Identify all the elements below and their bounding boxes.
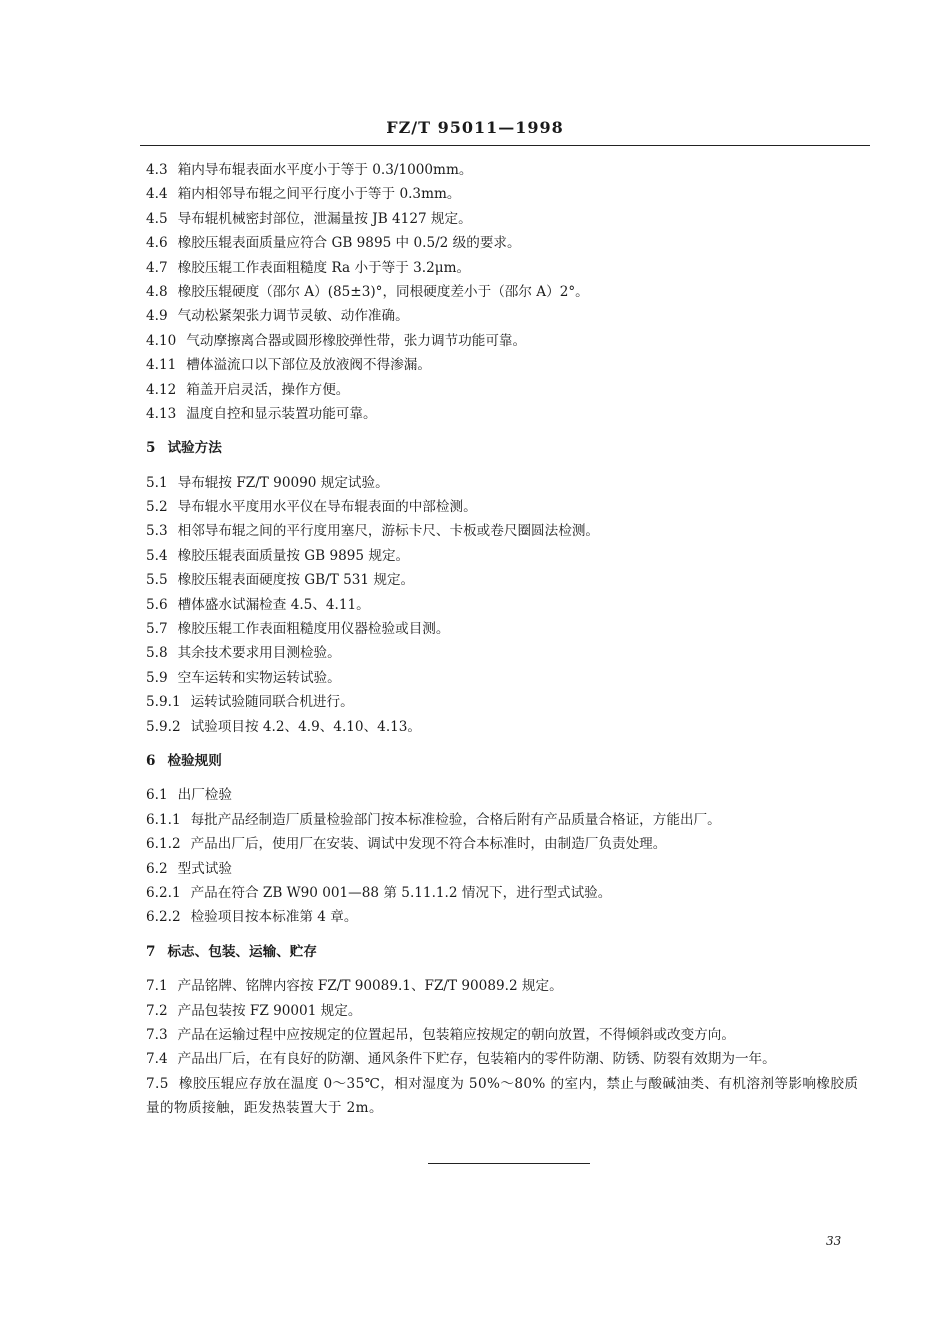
clause-item [146, 182, 872, 206]
clause-item [146, 905, 872, 929]
clause-text: 橡胶压辊应存放在温度 0～35℃，相对湿度为 50%～80% 的室内，禁止与酸碱油类、有机溶剂等影响橡胶质量的物质接触，距发热装置大于 2m。 [146, 1075, 859, 1117]
clause-text: 气动松紧架张力调节灵敏、动作准确。 [177, 308, 409, 325]
clause-text: 橡胶压辊工作表面粗糙度用仪器检验或目测。 [177, 621, 450, 638]
section-heading-5 [146, 436, 872, 460]
clause-text: 导布辊按 FZ/T 90090 规定试验。 [177, 474, 389, 491]
clause-number: 5.5 [146, 572, 168, 589]
clause-text: 气动摩擦离合器或圆形橡胶弹性带，张力调节功能可靠。 [186, 332, 527, 349]
clause-item [146, 715, 872, 739]
clause-item [146, 280, 872, 304]
clause-item [146, 783, 872, 807]
clause-number: 6.1.1 [146, 811, 181, 828]
header-rule [140, 145, 870, 146]
clause-number: 6.1.2 [146, 836, 181, 853]
clause-number: 4.3 [146, 162, 168, 178]
clause-text: 橡胶压辊表面硬度按 GB/T 531 规定。 [177, 572, 415, 589]
clause-text: 型式试验 [177, 860, 232, 877]
clause-number: 7.4 [146, 1051, 168, 1068]
clause-item [146, 568, 872, 592]
clause-item [146, 378, 872, 402]
clause-number: 5.4 [146, 547, 168, 564]
clause-number: 4.13 [146, 405, 177, 422]
clauses-section-7 [146, 974, 872, 1120]
clause-number: 6.2 [146, 860, 168, 877]
clause-text: 每批产品经制造厂质量检验部门按本标准检验，合格后附有产品质量合格证，方能出厂。 [190, 811, 721, 828]
clause-text: 槽体溢流口以下部位及放液阀不得渗漏。 [186, 357, 431, 374]
section-title: 检验规则 [167, 752, 222, 769]
clause-text: 橡胶压辊表面质量按 GB 9895 规定。 [177, 547, 410, 564]
clause-item [146, 641, 872, 665]
clause-item [146, 353, 872, 377]
section-heading-7 [146, 940, 872, 964]
clause-text: 产品铭牌、铭牌内容按 FZ/T 90089.1、FZ/T 90089.2 规定。 [177, 978, 563, 995]
clause-number: 4.9 [146, 308, 168, 325]
clause-text: 试验项目按 4.2、4.9、4.10、4.13。 [190, 718, 422, 735]
clause-text: 橡胶压辊硬度（邵尔 A）(85±3)°，同根硬度差小于（邵尔 A）2°。 [177, 283, 589, 300]
clause-item [146, 329, 872, 353]
clause-item [146, 402, 872, 426]
clause-text: 箱盖开启灵活，操作方便。 [186, 381, 350, 398]
clause-number: 5.3 [146, 523, 168, 540]
clause-text: 产品出厂后，使用厂在安装、调试中发现不符合本标准时，由制造厂负责处理。 [190, 836, 667, 853]
clause-text: 箱内相邻导布辊之间平行度小于等于 0.3mm。 [177, 186, 461, 203]
clause-text: 箱内导布辊表面水平度小于等于 0.3/1000mm。 [177, 162, 473, 178]
clause-number: 4.5 [146, 210, 168, 227]
section-title: 试验方法 [167, 440, 222, 457]
clause-item [146, 666, 872, 690]
clause-number: 7.2 [146, 1002, 168, 1019]
clause-number: 7.5 [146, 1075, 169, 1092]
clause-text: 其余技术要求用目测检验。 [177, 645, 341, 662]
clause-item [146, 1047, 872, 1071]
clause-number: 7.3 [146, 1026, 168, 1043]
section-heading-6 [146, 749, 872, 773]
clause-item [146, 617, 872, 641]
clauses-section-4 [146, 158, 872, 426]
clause-item [146, 690, 872, 714]
clause-item [146, 519, 872, 543]
clause-number: 4.12 [146, 381, 177, 398]
clause-number: 6.1 [146, 787, 168, 804]
clause-text: 空车运转和实物运转试验。 [177, 669, 341, 686]
clause-item [146, 593, 872, 617]
clause-item [146, 231, 872, 255]
clause-number: 4.7 [146, 259, 168, 276]
clause-text: 产品包装按 FZ 90001 规定。 [177, 1002, 362, 1019]
clause-item [146, 999, 872, 1023]
standard-code-header: FZ/T 95011—1998 [386, 118, 564, 137]
clause-text: 导布辊机械密封部位，泄漏量按 JB 4127 规定。 [177, 210, 472, 227]
clause-text: 出厂检验 [177, 787, 232, 804]
clause-item [146, 808, 872, 832]
clauses-section-5 [146, 471, 872, 739]
clause-text: 橡胶压辊工作表面粗糙度 Ra 小于等于 3.2μm。 [177, 259, 471, 276]
clause-number: 5.7 [146, 621, 168, 638]
section-number: 6 [146, 752, 156, 769]
clause-number: 5.1 [146, 474, 168, 491]
clause-number: 4.10 [146, 332, 177, 349]
clause-number: 6.2.1 [146, 884, 181, 901]
page-number: 33 [826, 1234, 842, 1248]
end-of-text-rule [428, 1163, 590, 1164]
clause-item [146, 256, 872, 280]
clause-text: 检验项目按本标准第 4 章。 [190, 909, 358, 926]
clause-item [146, 207, 872, 231]
clause-item [146, 974, 872, 998]
section-title: 标志、包装、运输、贮存 [167, 943, 317, 960]
clause-item [146, 1023, 872, 1047]
clause-number: 5.6 [146, 596, 168, 613]
clause-number: 5.9 [146, 669, 168, 686]
clause-number: 4.6 [146, 235, 168, 252]
clause-text: 产品在符合 ZB W90 001—88 第 5.11.1.2 情况下，进行型式试验。 [190, 884, 612, 901]
clause-text: 产品在运输过程中应按规定的位置起吊，包装箱应按规定的朝向放置，不得倾斜或改变方向。 [177, 1026, 735, 1043]
clauses-section-6 [146, 783, 872, 929]
clause-number: 6.2.2 [146, 909, 181, 926]
clause-item [146, 471, 872, 495]
clause-number: 7.1 [146, 978, 168, 995]
clause-item [146, 1072, 872, 1121]
clause-text: 橡胶压辊表面质量应符合 GB 9895 中 0.5/2 级的要求。 [177, 235, 521, 252]
clause-item [146, 881, 872, 905]
clause-number: 4.11 [146, 357, 177, 374]
clause-number: 5.8 [146, 645, 168, 662]
clause-item [146, 158, 872, 182]
clause-text: 运转试验随同联合机进行。 [190, 694, 354, 711]
clause-number: 4.8 [146, 283, 168, 300]
clause-text: 温度自控和显示装置功能可靠。 [186, 405, 377, 422]
clause-text: 槽体盛水试漏检查 4.5、4.11。 [177, 596, 370, 613]
clause-text: 相邻导布辊之间的平行度用塞尺，游标卡尺、卡板或卷尺圈圆法检测。 [177, 523, 600, 540]
clause-number: 5.2 [146, 499, 168, 516]
clause-number: 5.9.2 [146, 718, 181, 735]
clause-item [146, 495, 872, 519]
document-body [146, 158, 872, 1120]
section-number: 5 [146, 440, 156, 457]
clause-item [146, 304, 872, 328]
section-number: 7 [146, 943, 156, 960]
clause-number: 4.4 [146, 186, 168, 203]
clause-text: 产品出厂后，在有良好的防潮、通风条件下贮存，包装箱内的零件防潮、防锈、防裂有效期为一年。 [177, 1051, 776, 1068]
clause-item [146, 544, 872, 568]
clause-item [146, 857, 872, 881]
clause-number: 5.9.1 [146, 694, 181, 711]
clause-item [146, 832, 872, 856]
clause-text: 导布辊水平度用水平仪在导布辊表面的中部检测。 [177, 499, 477, 516]
